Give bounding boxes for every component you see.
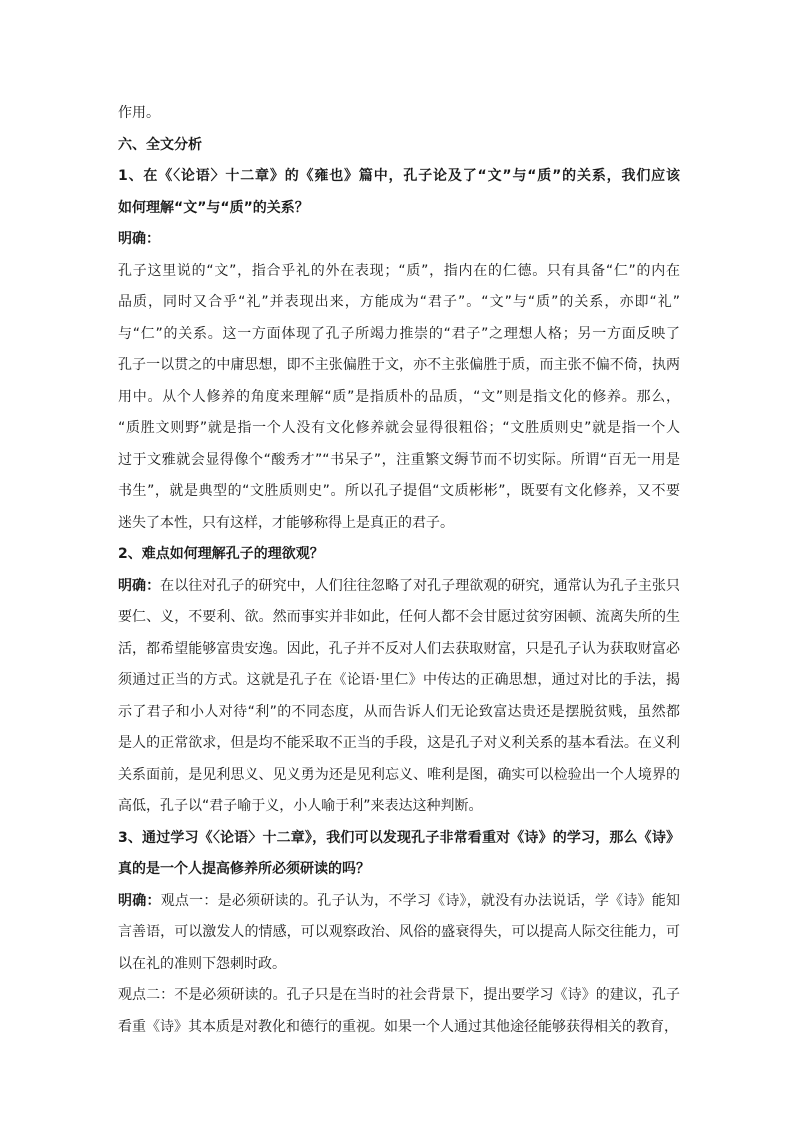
line-text: 活，都希望能够富贵安逸。因此，孔子并不反对人们去获取财富，只是孔子认为获取财富必 [118,640,680,657]
line-text: 明确： [118,231,160,247]
text-line [118,193,680,225]
line-text: 须通过正当的方式。这就是孔子在《论语·里仁》中传达的正确思想，通过对比的手法，揭 [118,672,680,688]
line-text: 在以往对孔子的研究中，人们往往忽略了对孔子理欲观的研究，通常认为孔子主张只 [160,577,681,594]
text-line [118,130,680,162]
line-text: 要仁、义，不要利、欲。然而事实并非如此，任何人都不会甘愿过贫穷困顿、流离失所的生 [118,609,680,625]
line-text: 是人的正常欲求，但是均不能采取不正当的手段，这是孔子对义利关系的基本看法。在义利 [118,735,680,751]
text-line [118,886,680,918]
text-line [118,949,680,981]
text-line [118,634,680,666]
line-text: 3、通过学习《〈论语〉十二章》，我们可以发现孔子非常看重对《诗》的学习，那么《诗》 [118,829,680,846]
line-text: 看重《诗》其本质是对教化和德行的重视。如果一个人通过其他途径能够获得相关的教育， [118,1018,678,1035]
line-text: 观点一：是必须研读的。孔子认为，不学习《诗》，就没有办法说话，学《诗》能知 [160,892,681,909]
line-text: 书生”，就是典型的“文胜质则史”。所以孔子提倡“文质彬彬”，既要有文化修养，又不要 [118,483,680,499]
lead-label: 明确： [118,577,161,594]
line-text: 迷失了本性，只有这样，才能够称得上是真正的君子。 [118,514,454,531]
line-text: 高低，孔子以“君子喻于义，小人喻于利”来表达这种判断。 [118,798,483,814]
line-text: 示了君子和小人对待“利”的不同态度，从而告诉人们无论致富达贵还是摆脱贫贱，虽然都 [118,703,680,720]
text-line [118,697,680,729]
line-text: 与“仁”的关系。这一方面体现了孔子所竭力推崇的“君子”之理想人格；另一方面反映了 [118,325,680,342]
text-line [118,256,680,288]
text-line [118,224,680,256]
text-line [118,760,680,792]
text-line [118,823,680,855]
text-line [118,665,680,697]
text-line [118,413,680,445]
line-text: “质胜文则野”就是指一个人没有文化修养就会显得很粗俗；“文胜质则史”就是指一个人 [118,420,680,436]
text-line [118,350,680,382]
line-text: 观点二：不是必须研读的。孔子只是在当时的社会背景下，提出要学习《诗》的建议，孔子 [118,987,680,1003]
text-line [118,791,680,823]
line-text: 言善语，可以激发人的情感，可以观察政治、风俗的盛衰得失，可以提高人际交往能力，可 [118,924,680,940]
line-text: 关系面前，是见利思义、见义勇为还是见利忘义、唯利是图，确实可以检验出一个人境界的 [118,766,680,783]
document-page [118,98,680,1043]
line-text: 以在礼的准则下怨刺时政。 [118,955,286,972]
text-line [118,980,680,1012]
line-text: 六、全文分析 [118,136,202,153]
text-line [118,98,680,130]
line-text: 1、在《〈论语〉十二章》的《雍也》篇中，孔子论及了“文”与“质”的关系，我们应该 [118,168,680,184]
line-text: 作用。 [118,105,160,121]
text-line [118,917,680,949]
text-line [118,508,680,540]
text-line [118,1012,680,1044]
line-text: 孔子一以贯之的中庸思想，即不主张偏胜于文，亦不主张偏胜于质，而主张不偏不倚，执两 [118,357,680,373]
text-line [118,382,680,414]
line-text: 2、难点如何理解孔子的理欲观？ [118,546,324,562]
text-line [118,602,680,634]
text-line [118,445,680,477]
text-line [118,161,680,193]
line-text: 孔子这里说的“文”，指合乎礼的外在表现；“质”，指内在的仁德。只有具备“仁”的内在 [118,262,680,279]
text-line [118,539,680,571]
line-text: 品质，同时又合乎“礼”并表现出来，方能成为“君子”。“文”与“质”的关系，亦即“礼” [118,294,680,310]
text-line [118,854,680,886]
line-text: 用中。从个人修养的角度来理解“质”是指质朴的品质，“文”则是指文化的修养。那么， [118,388,680,405]
lead-label: 明确： [118,892,161,909]
text-line [118,476,680,508]
line-text: 真的是一个人提高修养所必须研读的吗？ [118,861,370,877]
text-line [118,728,680,760]
line-text: 如何理解“文”与“质”的关系？ [118,199,309,216]
text-line [118,287,680,319]
text-line [118,319,680,351]
line-text: 过于文雅就会显得像个“酸秀才”“书呆子”，注重繁文缛节而不切实际。所谓“百无一用是 [118,451,680,468]
text-line [118,571,680,603]
